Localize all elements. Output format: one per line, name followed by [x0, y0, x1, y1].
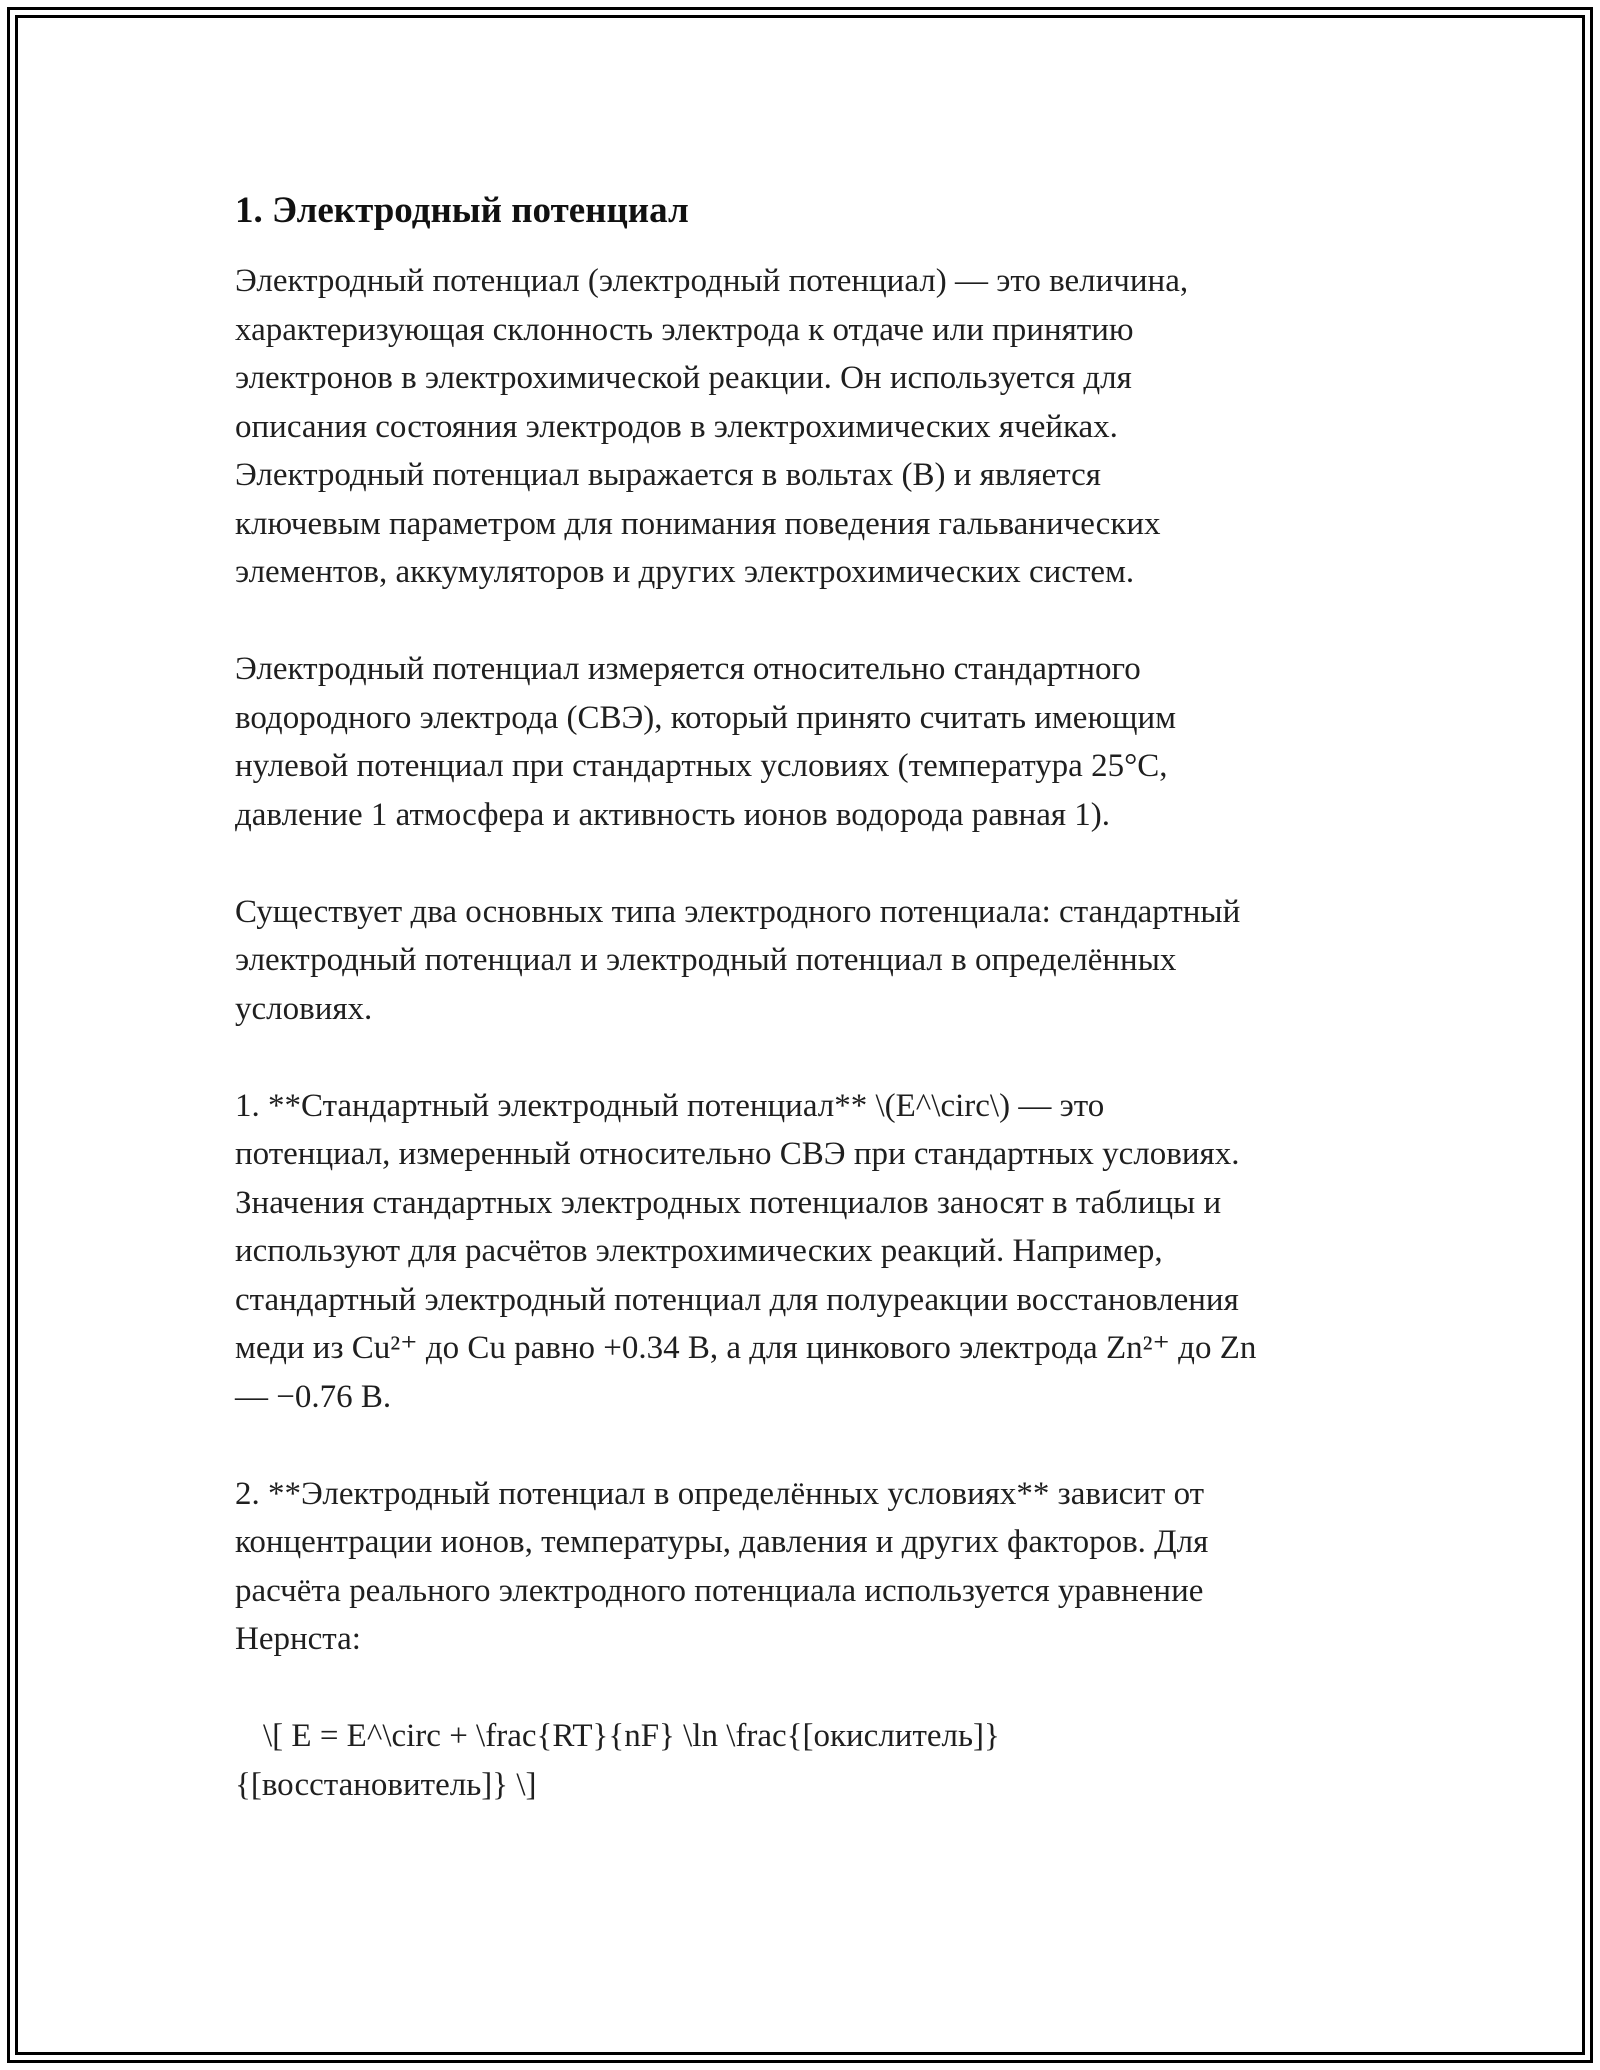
text-line: электродный потенциал и электродный потенциал в определённых — [235, 942, 1177, 978]
text-line: ключевым параметром для понимания поведения гальванических — [235, 505, 1161, 542]
text-line: Электродный потенциал (электродный потенциал) — это величина, — [235, 263, 1189, 299]
paragraph-definition — [235, 257, 1375, 597]
text-line: Электродный потенциал измеряется относительно стандартного — [235, 651, 1141, 687]
text-line: 2. **Электродный потенциал в определённых условиях** зависит от — [235, 1475, 1205, 1512]
text-line: Электродный потенциал выражается в вольтах (В) и является — [235, 457, 1101, 493]
paragraph-measurement — [235, 645, 1375, 839]
text-line: 1. **Стандартный электродный потенциал** \(E^\circ\) — это — [235, 1087, 1105, 1124]
text-line: водородного электрода (СВЭ), который принято считать имеющим — [235, 699, 1177, 736]
text-line: Нернста: — [235, 1621, 361, 1657]
formula-line: \[ E = E^\circ + \frac{RT}{nF} \ln \frac{[окислитель]} — [263, 1718, 1000, 1754]
text-line: описания состояния электродов в электрохимических ячейках. — [235, 408, 1118, 445]
text-line: условиях. — [235, 990, 373, 1027]
text-line: используют для расчётов электрохимических реакций. Например, — [235, 1233, 1163, 1269]
text-line: Существует два основных типа электродного потенциала: стандартный — [235, 893, 1241, 930]
text-line: характеризующая склонность электрода к отдаче или принятию — [235, 311, 1134, 348]
text-line: потенциал, измеренный относительно СВЭ при стандартных условиях. — [235, 1136, 1240, 1172]
nernst-equation — [235, 1712, 1375, 1809]
paragraph-types — [235, 888, 1375, 1034]
text-line: давление 1 атмосфера и активность ионов водорода равная 1). — [235, 796, 1111, 833]
text-line: расчёта реального электродного потенциала используется уравнение — [235, 1572, 1204, 1609]
text-line: Значения стандартных электродных потенциалов заносят в таблицы и — [235, 1184, 1222, 1221]
text-line: электронов в электрохимической реакции. Он используется для — [235, 360, 1132, 396]
text-line: — −0.76 В. — [235, 1378, 392, 1415]
document-body — [235, 185, 1375, 1858]
text-line: концентрации ионов, температуры, давления и других факторов. Для — [235, 1524, 1209, 1560]
formula-line: {[восстановитель]} \] — [235, 1766, 537, 1803]
list-item-conditional-potential — [235, 1470, 1375, 1664]
text-line: элементов, аккумуляторов и других электрохимических систем. — [235, 554, 1135, 590]
list-item-standard-potential — [235, 1082, 1375, 1422]
section-heading: 1. Электродный потенциал — [235, 190, 689, 231]
text-line: стандартный электродный потенциал для полуреакции восстановления — [235, 1281, 1239, 1318]
text-line: нулевой потенциал при стандартных условиях (температура 25°C, — [235, 748, 1168, 784]
text-line: меди из Cu²⁺ до Cu равно +0.34 В, а для цинкового электрода Zn²⁺ до Zn — [235, 1330, 1257, 1366]
